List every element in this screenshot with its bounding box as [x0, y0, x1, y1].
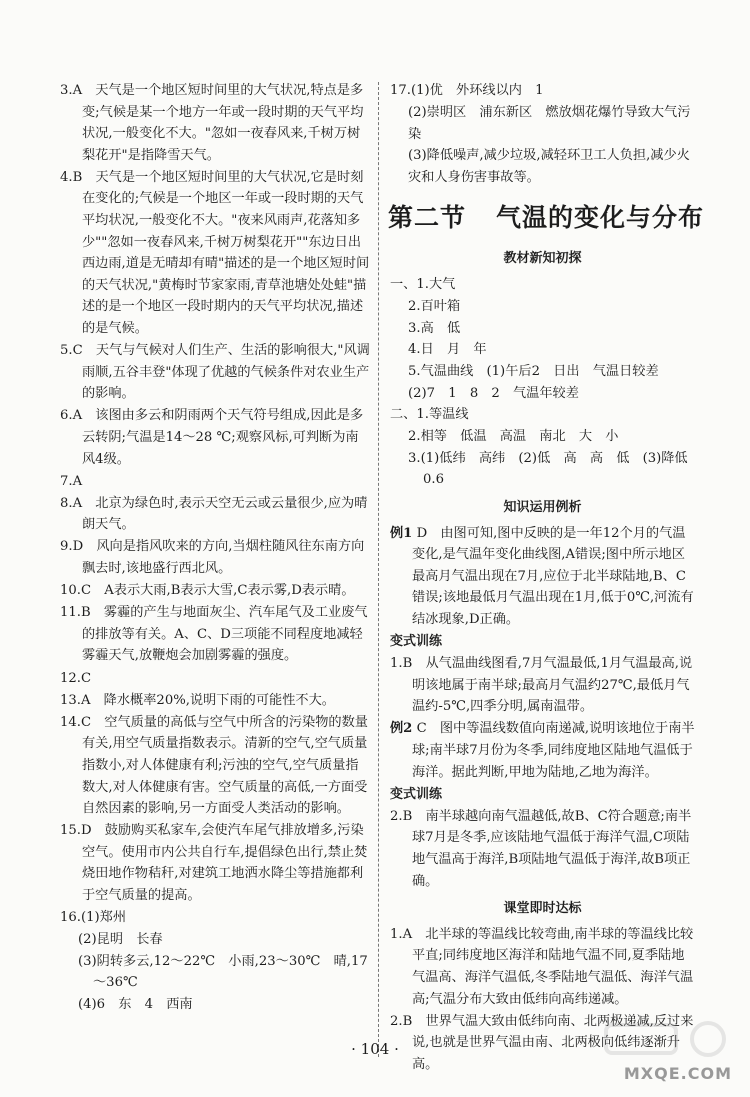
column-divider: [378, 82, 379, 1057]
new-knowledge-answers: [390, 274, 701, 491]
label-classroom-practice: 课堂即时达标: [503, 901, 582, 917]
label-new-knowledge: 教材新知初探: [503, 251, 582, 267]
section-number: 第二节: [388, 203, 467, 233]
answer-item: 13.A 降水概率20%,说明下雨的可能性不大。: [60, 692, 335, 708]
example-answer: [390, 523, 695, 631]
answer-item: 7.A: [60, 473, 83, 489]
answer-item: 1.B 从气温曲线图看,7月气温最低,1月气温最高,说明该地属于南半球;最高月气温约27℃,最低月气温约-5℃,四季分明,属南温带。: [390, 656, 693, 715]
left-column: [60, 80, 370, 1016]
example-text: D 由图可知,图中反映的是一年12个月的气温变化,是气温年变化曲线图,A错误;图中所示地区最高月气温出现在7月,应位于北半球陆地,B、C错误;该地最低月气温出现在1月,低于0℃,河流有结冰现象,D正确。: [412, 525, 694, 627]
right-column: [388, 80, 705, 1076]
answer-item: 10.C A表示大雨,B表示大雪,C表示雾,D表示晴。: [60, 583, 355, 599]
answer-item: 6.A 该图由多云和阴雨两个天气符号组成,因此是多云转阴;气温是14～28 ℃;观察风标,可判断为南风4级。: [60, 408, 364, 467]
example-label: 例2: [390, 721, 413, 737]
answer-subitem: 2.相等 低温 高温 南北 大 小: [408, 429, 619, 445]
answer-item: 17.(1)优 外环线以内 1: [390, 83, 544, 98]
answer-subitem: 5.气温曲线 (1)午后2 日出 气温日较差: [408, 363, 659, 379]
answer-subitem: (2)崇明区 浦东新区 燃放烟花爆竹导致大气污染: [408, 105, 691, 142]
answer-item: 一、1.大气: [390, 277, 456, 293]
answer-item: 3.A 天气是一个地区短时间里的大气状况,特点是多变;气候是某一个地方一年或一段时期的天气平均状况,一般变化不大。"忽如一夜春风来,千树万树梨花开"是指降雪天气。: [60, 83, 364, 163]
answer-subitem: (2)昆明 长春: [78, 932, 163, 948]
answer-item: 4.B 天气是一个地区短时间里的大气状况,它是时刻在变化的;气候是一个地区一年或一段时期的天气平均状况,一般变化不大。"夜来风雨声,花落知多少""忽如一夜春风来,千树万树梨花开""东边日出西边雨,道是无晴却有晴"描述的是一个地区短时间的天气状况,"黄梅时节家家雨,青草池塘处处蛙"描述的是一个地区一段时期内的天气平均状况,描述的是气候。: [60, 169, 370, 337]
example-text: C 图中等温线数值向南递减,说明该地位于南半球;南半球7月份为冬季,同纬度地区陆地气温低于海洋。据此判断,甲地为陆地,乙地为海洋。: [412, 721, 695, 780]
section-heading: [388, 202, 705, 234]
variant-training-label: 变式训练: [390, 634, 443, 650]
answer-subitem: 3.(1)低纬 高纬 (2)低 高 高 低 (3)降低 0.6: [408, 450, 701, 488]
answer-item: 5.C 天气与气候对人们生产、生活的影响很大,"风调雨顺,五谷丰登"体现了优越的气候条件对农业生产的影响。: [60, 343, 370, 402]
answer-subitem: 4.日 月 年: [408, 342, 487, 358]
answers-17: [390, 80, 695, 188]
answer-item: 2.B 世界气温大致由低纬向南、北两极递减,反过来说,也就是世界气温由南、北两极向低纬逐渐升高。: [390, 1013, 694, 1072]
answer-item: 16.(1)郑州: [60, 910, 127, 926]
answer-item: 12.C: [60, 670, 92, 686]
answer-subitem: (2)7 1 8 2 气温年较差: [408, 385, 579, 401]
answer-item: 8.A 北京为绿色时,表示天空无云或云量很少,应为晴朗天气。: [60, 495, 368, 533]
answer-item: 二、1.等温线: [390, 407, 469, 423]
knowledge-application-answers: [390, 523, 695, 893]
answer-subitem: (3)降低噪声,减少垃圾,减轻环卫工人负担,减少火灾和人身伤害事故等。: [408, 148, 690, 185]
answer-item: 1.A 北半球的等温线比较弯曲,南半球的等温线比较平直;同纬度地区海洋和陆地气温不同,夏季陆地气温高、海洋气温低,冬季陆地气温低、海洋气温高;气温分布大致由低纬向高纬递减。: [390, 926, 694, 1007]
section-title: 气温的变化与分布: [496, 203, 705, 233]
label-knowledge-application: 知识运用例析: [503, 500, 582, 515]
answer-subitem: 2.百叶箱: [408, 299, 461, 315]
answer-subitem: 3.高 低: [408, 320, 461, 336]
answer-item: 15.D 鼓励购买私家车,会使汽车尾气排放增多,污染空气。使用市内公共自行车,提倡绿色出行,禁止焚烧田地作物秸秆,对建筑工地洒水降尘等措施都利于空气质量的提高。: [60, 823, 368, 903]
watermark-text: MXQE.COM: [623, 1064, 732, 1083]
page-number: · 104 ·: [351, 1040, 399, 1058]
answer-item: 11.B 雾霾的产生与地面灰尘、汽车尾气及工业废气的排放等有关。A、C、D三项能不同程度地减轻雾霾天气,放鞭炮会加剧雾霾的强度。: [60, 605, 368, 664]
example-answer: [390, 718, 695, 783]
answer-item: 9.D 风向是指风吹来的方向,当烟柱随风往东南方向飘去时,该地盛行西北风。: [60, 539, 365, 577]
answer-item: 2.B 南半球越向南气温越低,故B、C符合题意;南半球7月是冬季,应该陆地气温低于海洋气温,C项陆地气温高于海洋,B项陆地气温低于海洋,故B项正确。: [390, 808, 692, 889]
answer-item: 14.C 空气质量的高低与空气中所含的污染物的数量有关,用空气质量指数表示。清新的空气,空气质量指数小,对人体健康有利;污浊的空气,空气质量指数大,对人体健康有害。空气质量的高低,一方面受自然因素的影响,另一方面受人类活动的影响。: [60, 714, 368, 817]
variant-training-label: 变式训练: [390, 786, 443, 802]
answer-subitem: (4)6 东 4 西南: [78, 996, 193, 1012]
example-label: 例1: [390, 525, 413, 541]
answer-subitem: (3)阴转多云,12～22℃ 小雨,23～30℃ 晴,17～36℃: [78, 953, 368, 991]
